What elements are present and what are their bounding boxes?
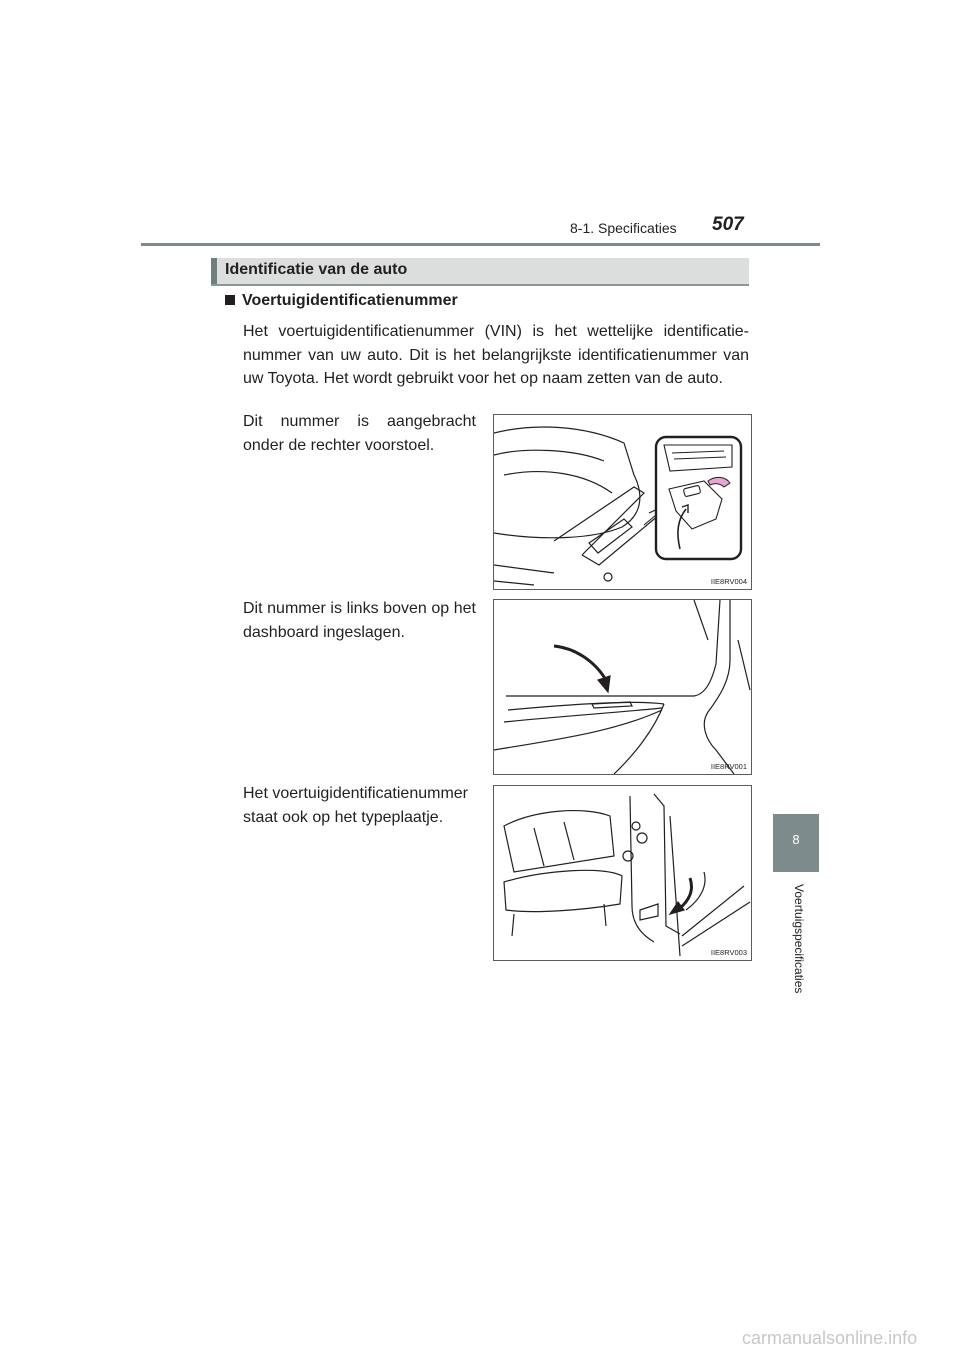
location-text-2: Dit nummer is links boven op het dashboard ingeslagen. xyxy=(243,600,476,641)
zoom-inset xyxy=(656,437,741,559)
watermark: carmanualsonline.info xyxy=(742,1328,918,1348)
chapter-tab xyxy=(773,814,819,872)
section-heading xyxy=(211,258,749,286)
dashboard-illustration xyxy=(494,600,751,774)
location-text-1: Dit nummer is aangebracht onder de rechter voorstoel. xyxy=(243,413,476,454)
seat-illustration xyxy=(494,415,751,589)
door-pillar-illustration xyxy=(494,786,751,960)
chapter-number: 8 xyxy=(792,832,800,847)
chapter-label: Voertuigspecificaties xyxy=(792,884,806,994)
figure-under-seat xyxy=(493,414,752,590)
section-title: Identificatie van de auto xyxy=(225,261,408,278)
figure-dashboard xyxy=(493,599,752,775)
location-text-3: Het voertuigidentificatienummer staat ook op het typeplaatje. xyxy=(243,785,468,826)
subsection-title: Voertuigidentificatienummer xyxy=(242,292,458,309)
square-bullet-icon xyxy=(225,295,235,305)
figure-type-plate xyxy=(493,785,752,961)
header-divider xyxy=(141,243,820,246)
intro-paragraph: Het voertuigidentificatienummer (VIN) is het wettelijke identificatienummer van uw auto. Dit is het belangrijkste identificatienummer van uw Toyota. Het wordt gebruikt voor het op naam zetten van de auto. xyxy=(243,323,749,387)
figure-code: IIE8RV004 xyxy=(710,577,747,586)
header-section-title: 8-1. Specificaties xyxy=(570,220,677,236)
subsection-heading xyxy=(225,292,458,310)
section-marker xyxy=(211,258,217,284)
figure-code: IIE8RV001 xyxy=(710,762,747,771)
figure-code: IIE8RV003 xyxy=(710,948,747,957)
page-number: 507 xyxy=(712,214,744,235)
